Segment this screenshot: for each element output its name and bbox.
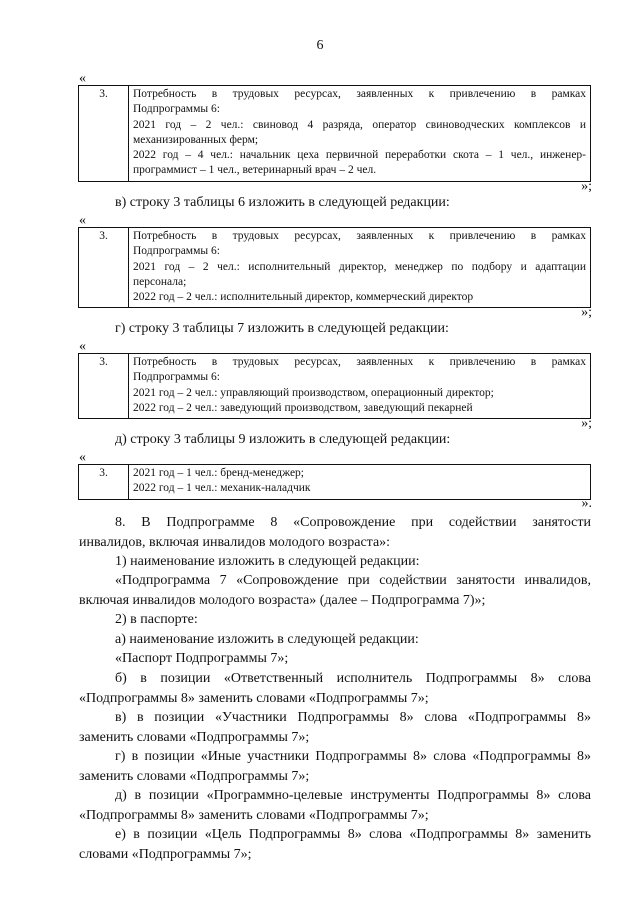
text-line: Потребность в трудовых ресурсах, заявленных к привлечению в рамках (133, 230, 586, 242)
open-quote: « (79, 339, 86, 354)
section-8-paragraph (79, 513, 591, 552)
row-text (129, 465, 591, 500)
text-line: заменить словами «Подпрограммы 7»; (79, 729, 310, 745)
text-line: «Подпрограмма 7 «Сопровождение при содействии занятости инвалидов, (115, 573, 591, 588)
instruction-table-7: г) строку 3 таблицы 7 изложить в следующей редакции: (115, 321, 449, 336)
text-line: в) в позиции «Участники Подпрограммы 8» слова «Подпрограммы 8» (115, 710, 591, 725)
table-row-3 (78, 227, 591, 308)
text-line: д) в позиции «Программно-целевые инструменты Подпрограммы 8» слова (115, 788, 591, 803)
text-line: е) в позиции «Цель Подпрограммы 8» слова «Подпрограммы 8» заменить (115, 827, 591, 842)
text-line: 2021 год – 2 чел.: исполнительный директор, менеджер по подбору и адаптации (133, 260, 586, 273)
text-line: Подпрограммы 6: (133, 103, 220, 116)
text-line: Подпрограммы 6: (133, 371, 220, 384)
text-line: «Подпрограммы 8» заменить словами «Подпрограммы 7»; (79, 807, 429, 823)
text-line: Подпрограммы 6: (133, 245, 220, 258)
row-text (129, 228, 591, 308)
text-line: словами «Подпрограммы 7»; (79, 846, 252, 862)
text-line: 2022 год – 2 чел.: исполнительный директор, коммерческий директор (133, 291, 474, 304)
instruction-table-9: д) строку 3 таблицы 9 изложить в следующей редакции: (115, 432, 451, 447)
text-line: механизированных ферм; (133, 133, 259, 146)
text-line: 2021 год – 1 чел.: бренд-менеджер; (133, 467, 304, 479)
item-2g (79, 747, 591, 786)
row-number: 3. (79, 228, 129, 308)
item-1-quote (79, 571, 591, 610)
row-text (129, 86, 591, 182)
text-line: «Подпрограммы 8» заменить словами «Подпрограммы 7»; (79, 690, 429, 706)
close-quote: »; (581, 305, 592, 320)
table-row-3 (78, 85, 591, 182)
row-text (129, 354, 591, 419)
text-line: б) в позиции «Ответственный исполнитель Подпрограммы 8» слова (115, 671, 591, 686)
table-row-3 (78, 353, 591, 419)
text-line: персонала; (133, 275, 187, 288)
open-quote: « (79, 213, 86, 228)
text-line: Потребность в трудовых ресурсах, заявленных к привлечению в рамках (133, 356, 586, 368)
text-line: 2022 год – 4 чел.: начальник цеха первичной переработки скота – 1 чел., инженер- (133, 149, 586, 162)
close-quote: ». (581, 496, 592, 511)
item-1: 1) наименование изложить в следующей редакции: (115, 554, 420, 569)
text-line: 2022 год – 2 чел.: заведующий производством, заведующий пекарней (133, 401, 473, 414)
page-number: 6 (316, 38, 324, 53)
item-2e (79, 825, 591, 864)
text-line: г) в позиции «Иные участники Подпрограммы 8» слова «Подпрограммы 8» (115, 749, 591, 764)
text-line: 8. В Подпрограмме 8 «Сопровождение при содействии занятости (115, 515, 591, 530)
text-line: Потребность в трудовых ресурсах, заявленных к привлечению в рамках (133, 88, 586, 100)
text-line: включая инвалидов молодого возраста» (далее – Подпрограмма 7)»; (79, 592, 486, 608)
text-line: 2021 год – 2 чел.: свиновод 4 разряда, оператор свиноводческих комплексов и (133, 118, 586, 131)
item-2a: а) наименование изложить в следующей редакции: (115, 632, 419, 647)
open-quote: « (79, 450, 86, 465)
item-2a-quote: «Паспорт Подпрограммы 7»; (115, 651, 289, 666)
text-line: инвалидов, включая инвалидов молодого возраста»: (79, 534, 391, 550)
row-number: 3. (79, 354, 129, 419)
instruction-table-6: в) строку 3 таблицы 6 изложить в следующей редакции: (115, 195, 450, 210)
row-number: 3. (79, 86, 129, 182)
text-line: 2021 год – 2 чел.: управляющий производством, операционный директор; (133, 386, 494, 399)
table-row-3 (78, 464, 591, 500)
text-line: 2022 год – 1 чел.: механик-наладчик (133, 482, 311, 495)
item-2v (79, 708, 591, 747)
item-2: 2) в паспорте: (115, 612, 198, 627)
item-2d (79, 786, 591, 825)
text-line: заменить словами «Подпрограммы 7»; (79, 768, 310, 784)
row-number: 3. (79, 465, 129, 500)
close-quote: »; (581, 416, 592, 431)
close-quote: »; (581, 179, 592, 194)
text-line: программист – 1 чел., ветеринарный врач – 2 чел. (133, 164, 377, 177)
open-quote: « (79, 71, 86, 86)
item-2b (79, 669, 591, 708)
